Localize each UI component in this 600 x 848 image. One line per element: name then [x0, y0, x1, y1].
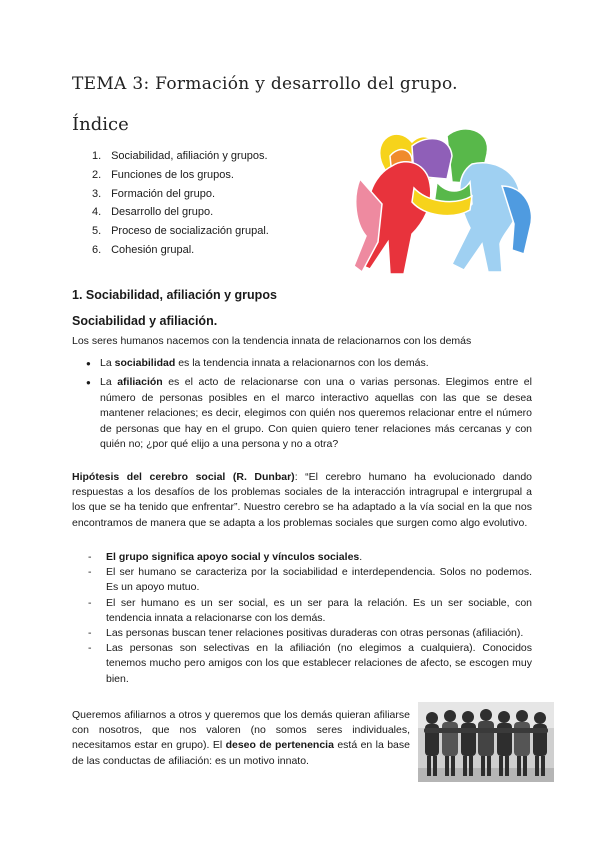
list-item — [86, 626, 532, 641]
hypothesis-title: Hipótesis del cerebro social (R. Dunbar) — [72, 471, 295, 483]
dash-text: Las personas buscan tener relaciones positivas duraderas con otras personas (afiliación). — [106, 627, 524, 640]
toc-label: Cohesión grupal. — [111, 243, 195, 256]
dash-text: El ser humano es un ser social, es un ser para la relación. Es un ser sociable, con tendencia innata a relacionarse con los demás. — [106, 596, 532, 624]
dash-bold-text: El grupo significa apoyo social y vínculos sociales — [106, 551, 360, 563]
toc-number: 2. — [92, 168, 102, 181]
subsection-heading: Sociabilidad y afiliación. — [72, 314, 218, 328]
group-photo — [418, 702, 554, 782]
toc-number: 4. — [92, 206, 102, 219]
closing-bold: deseo de pertenencia — [225, 739, 334, 752]
bullet-pre: La — [100, 376, 118, 389]
toc-number: 5. — [92, 225, 102, 238]
hypothesis-text: : “El cerebro humano ha evolucionado dando respuestas a los desafíos de los problemas sociales de la interacción intragrupal e intergrupal a los que se ha tenido que enfrentar”. Nuestro cerebro se ha adaptado a la vía social en la que nos encontramos de manera que se adapta a los problemas sociales que surgen como algo evolutivo. — [72, 471, 533, 529]
definition-list — [72, 356, 532, 456]
dash-text: Las personas son selectivas en la afiliación (no elegimos a cualquiera). Conocidos tenemos mucho pero amigos con los que establecer relaciones de afecto, se escogen muy bien. — [106, 642, 532, 685]
bullet-text: es el acto de relacionarse con una o varias personas. Elegimos entre el número de personas posibles en el marco interactivo aquellas con las que se desea mantener relaciones; es decir, elegimos con quién nos queremos relacionar entre el número de personas que hay en el grupo. Con quien quiero tener relaciones más cercanas y con quién no; ¿por qué elijo a una persona y no a otra? — [100, 376, 532, 451]
index-heading: Índice — [72, 114, 129, 135]
dash-icon: - — [88, 642, 92, 655]
group-hug-illustration — [352, 124, 536, 274]
toc-item — [92, 185, 269, 204]
list-item — [86, 641, 532, 687]
closing-pre: Queremos afiliarnos a otros y queremos que los demás quieran afiliarse con nosotros, que nos valoren (no somos seres individuales, necesitamos estar en grupo). El — [72, 709, 410, 752]
bullet-pre: La — [100, 357, 115, 369]
closing-post: está en la base de las conductas de afiliación: es un motivo innato. — [72, 739, 410, 767]
dash-text: . — [359, 551, 363, 563]
dash-icon: - — [88, 596, 92, 609]
table-of-contents — [92, 147, 269, 260]
dash-text: El ser humano se caracteriza por la sociabilidad e interdependencia. Solos no podemos. Es un apoyo mutuo. — [106, 566, 532, 594]
toc-label: Formación del grupo. — [111, 187, 216, 200]
page-title: TEMA 3: Formación y desarrollo del grupo. — [72, 74, 458, 94]
toc-item — [92, 222, 269, 241]
toc-number: 1. — [92, 150, 102, 162]
puzzle-figures-icon — [354, 129, 532, 274]
bullet-text: es la tendencia innata a relacionarnos con los demás. — [175, 357, 429, 369]
bullet-icon: ● — [86, 359, 91, 368]
list-item — [86, 565, 532, 595]
intro-paragraph: Los seres humanos nacemos con la tendencia innata de relacionarnos con los demás — [72, 335, 472, 347]
toc-number: 6. — [92, 243, 102, 256]
toc-label: Sociabilidad, afiliación y grupos. — [111, 150, 268, 162]
toc-label: Desarrollo del grupo. — [111, 206, 214, 219]
dash-icon: - — [88, 627, 92, 640]
dash-icon: - — [88, 566, 92, 579]
toc-item — [92, 241, 269, 260]
toc-item — [92, 166, 269, 185]
toc-number: 3. — [92, 187, 102, 200]
figure-lightblue — [452, 163, 520, 272]
toc-item — [92, 147, 269, 166]
list-item — [72, 356, 532, 371]
dash-icon: - — [88, 551, 92, 563]
toc-item — [92, 203, 269, 222]
section-heading: 1. Sociabilidad, afiliación y grupos — [72, 288, 277, 302]
list-item — [86, 550, 532, 565]
dash-list — [86, 550, 532, 687]
list-item — [72, 375, 532, 452]
bullet-term: afiliación — [117, 376, 163, 389]
hypothesis-paragraph — [72, 470, 532, 531]
toc-label: Funciones de los grupos. — [111, 168, 234, 181]
closing-paragraph — [72, 708, 410, 769]
list-item — [86, 596, 532, 626]
bullet-icon: ● — [86, 378, 91, 388]
bullet-term: sociabilidad — [114, 357, 176, 369]
toc-label: Proceso de socialización grupal. — [111, 225, 269, 238]
